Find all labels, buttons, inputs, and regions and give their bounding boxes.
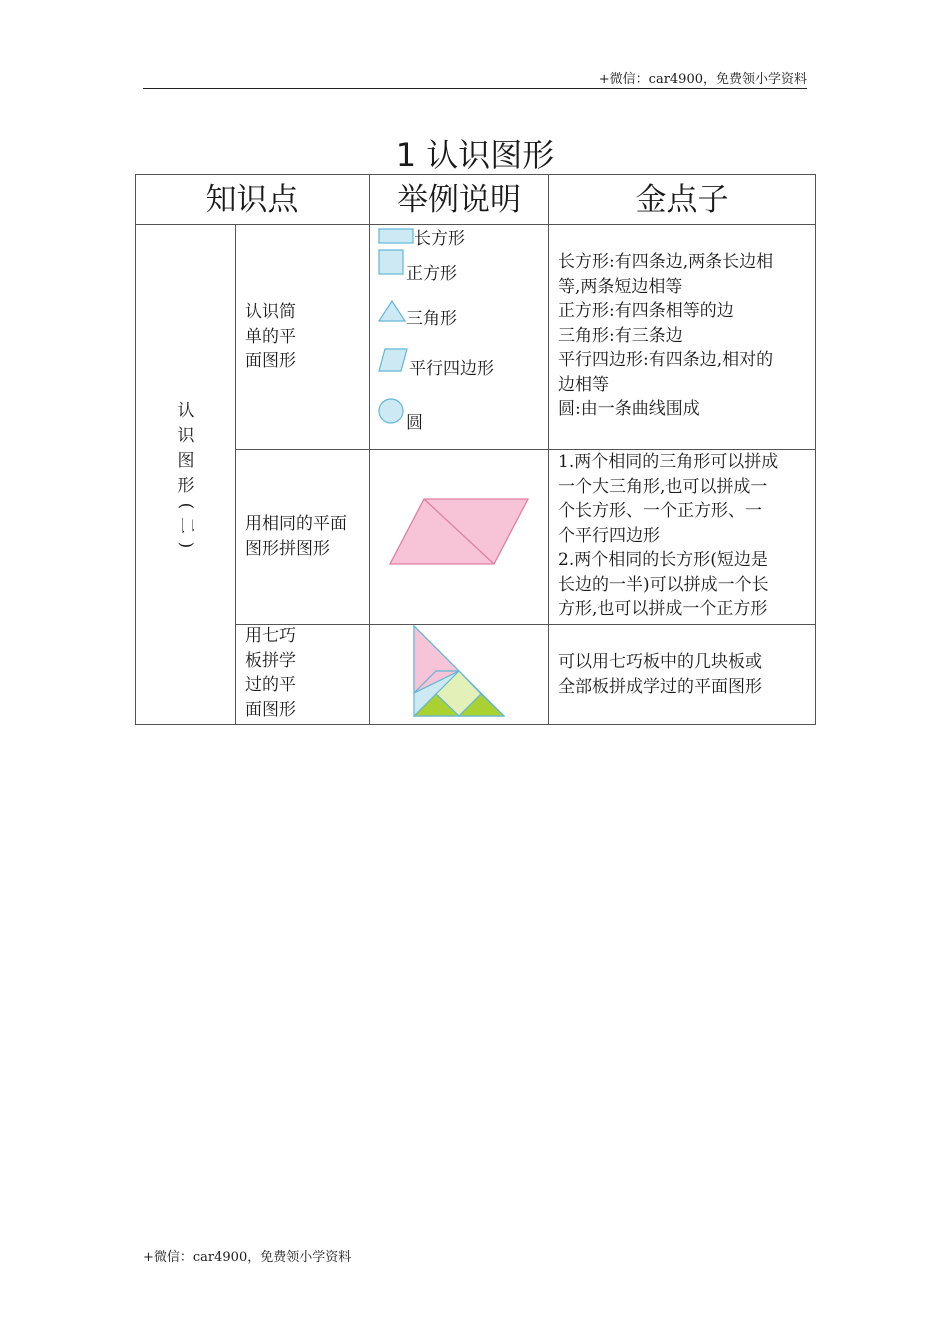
row1-tip-line: 正方形:有四条相等的边: [558, 301, 734, 321]
rectangle-label: 长方形: [414, 229, 465, 249]
row2-tip-line: 2.两个相同的长方形(短边是: [558, 550, 768, 570]
row2-tip-line: 一个大三角形,也可以拼成一: [558, 476, 768, 497]
row1-tip-line: 边相等: [558, 374, 609, 395]
table-border-bottom: [135, 724, 816, 725]
row2-tip-line: 个平行四边形: [558, 525, 660, 546]
section-label-char: (: [176, 502, 196, 510]
parallelogram-from-triangles-figure: [370, 450, 548, 624]
row2-tip-line: 个长方形、一个正方形、一: [558, 501, 762, 521]
circle-label: 圆: [406, 413, 423, 433]
row3-tip-line: 全部板拼成学过的平面图形: [558, 676, 762, 697]
row3-topic: [245, 624, 296, 722]
table-border-left: [135, 174, 136, 725]
page-title: 1 认识图形: [395, 136, 555, 174]
section-label-char: 二: [176, 517, 197, 534]
row2-topic: [245, 512, 347, 561]
section-label-char: 认: [177, 401, 195, 421]
header-knowledge: 知识点: [205, 182, 299, 218]
parallelogram-shape: [379, 349, 407, 371]
section-label-char: 识: [177, 426, 195, 446]
row1-tip-line: 等,两条短边相等: [558, 276, 683, 297]
row1-topic-line: 单的平: [245, 326, 296, 347]
row2-tip-line: 1.两个相同的三角形可以拼成: [558, 452, 779, 472]
header-note: +微信：car4900，免费领小学资料: [598, 72, 807, 87]
row3-tips: [558, 650, 762, 699]
triangle-shape: [379, 301, 405, 321]
square-label: 正方形: [406, 264, 457, 284]
section-label-char: ): [176, 541, 196, 549]
circle-shape: [379, 399, 403, 423]
tangram-figure: [370, 625, 548, 724]
knowledge-table: [135, 174, 816, 725]
row3-topic-line: 板拼学: [245, 650, 296, 671]
header-divider: [143, 88, 807, 89]
row1-tips: [558, 250, 773, 422]
parallelogram-label: 平行四边形: [409, 359, 494, 379]
row1-tip-line: 平行四边形:有四条边,相对的: [558, 350, 774, 370]
rectangle-shape: [379, 229, 413, 243]
row3-topic-line: 用七巧: [245, 626, 296, 646]
row2-tip-line: 长边的一半)可以拼成一个长: [558, 574, 769, 595]
header-tips: 金点子: [635, 182, 729, 218]
row1-tip-line: 三角形:有三条边: [558, 325, 683, 346]
row1-topic-line: 面图形: [245, 351, 296, 371]
row2-tip-line: 方形,也可以拼成一个正方形: [558, 599, 768, 619]
row3-topic-line: 面图形: [245, 699, 296, 720]
section-label-char: 图: [177, 451, 195, 471]
footer-note: +微信：car4900，免费领小学资料: [143, 1250, 352, 1265]
triangle-label: 三角形: [406, 309, 457, 329]
section-label-char: 形: [177, 476, 195, 496]
row2-tips: [558, 450, 778, 622]
col-divider-section: [235, 224, 236, 725]
basic-shapes-figure: [370, 225, 548, 449]
row2-topic-line: 用相同的平面: [245, 514, 347, 534]
row1-topic-line: 认识简: [245, 302, 296, 322]
row2-topic-line: 图形拼图形: [245, 538, 330, 559]
row1-tip-line: 圆:由一条曲线围成: [558, 399, 700, 419]
row3-topic-line: 过的平: [245, 675, 296, 695]
square-shape: [379, 250, 403, 274]
row3-tip-line: 可以用七巧板中的几块板或: [558, 652, 762, 672]
header-example: 举例说明: [397, 182, 521, 218]
section-label: [175, 399, 197, 552]
row1-tip-line: 长方形:有四条边,两条长边相: [558, 252, 774, 272]
row1-topic: [245, 300, 296, 374]
